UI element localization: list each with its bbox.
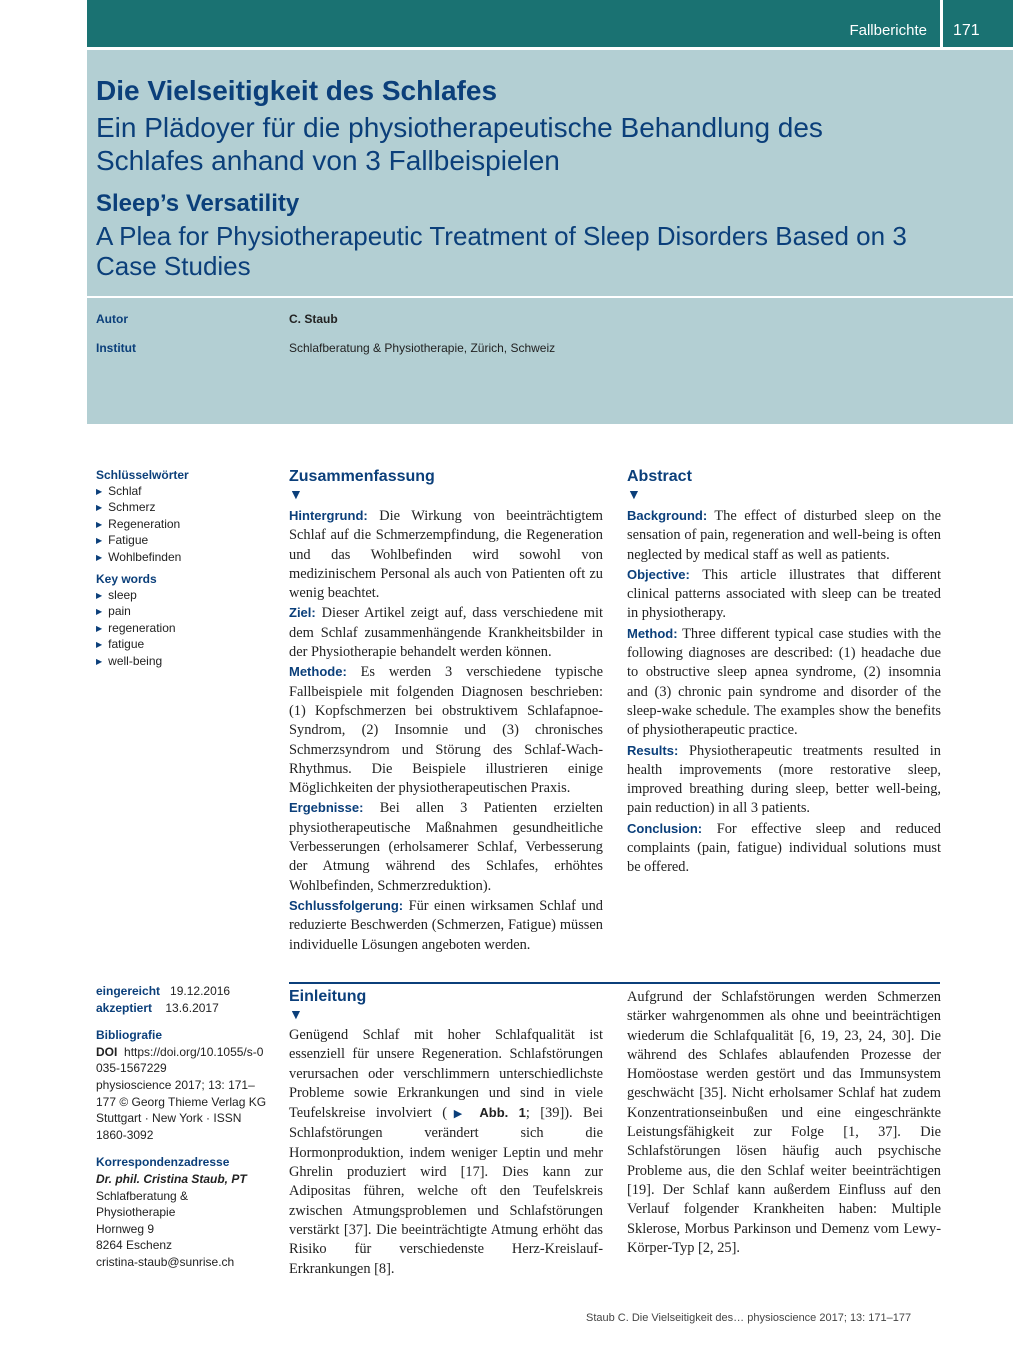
- triangle-down-icon: ▼: [289, 1006, 303, 1022]
- header-divider: [940, 0, 943, 47]
- text: Genügend Schlaf mit hoher Schlafqualität ist essenziell für unsere Regeneration. Schlafstörungen verursachen oder verschlimmern unterschiedlichste Probleme sowie Erkrankungen und sind in viele Teufelskreise involviert (: [289, 1027, 603, 1122]
- accepted-date: 13.6.2017: [165, 1000, 219, 1015]
- section-label: Fallberichte: [849, 22, 927, 39]
- institute-value: Schlafberatung & Physiotherapie, Zürich, Schweiz: [289, 341, 556, 355]
- arrow-right-icon: ▶: [447, 1108, 470, 1121]
- keyword-item: ▶ well-being: [96, 654, 176, 670]
- paragraph: [289, 506, 603, 603]
- text: This article illustrates that different clinical patterns associated with sleep can be treated in physiotherapy.: [627, 566, 942, 622]
- title-english: Sleep’s Versatility: [96, 190, 300, 217]
- paragraph: [627, 565, 941, 624]
- paragraph: Aufgrund der Schlafstörungen werden Schmerzen stärker wahrgenommen als ohne und beeinträchtigen wiederum die Schlafqualität [6, 19, 23, 24, 30]. Die während des Schlafes ablaufenden Prozesse der Homöostase werden gestört und das Immunsystem geschwächt [35]. Nicht erholsamer Schlaf hat zudem Konzentrationseinbußen und eine eingeschränkte Leistungsfähigkeit zur Folge [1, 37]. Die Schlafstörungen lösen häufig auch psychische Probleme aus, die den Schlaf weiter beeinträchtigen [19]. Der Schlaf kann außerdem Einfluss auf den Verlauf folgender Krankheiten haben: Multiple Sklerose, Morbus Parkinson und Demenz vom Lewy-Körper-Typ [2, 25].: [627, 989, 941, 1256]
- triangle-down-icon: ▼: [627, 486, 641, 502]
- correspondence-email[interactable]: cristina-staub@sunrise.ch: [96, 1254, 235, 1269]
- text: Physiotherapeutic treatments resulted in health improvements (more restorative sleep, improved breathing during sleep, better well-being, pain reduction) in all 3 patients.: [627, 742, 941, 817]
- author-label: Autor: [96, 312, 128, 326]
- zusammenfassung-body: [289, 506, 603, 955]
- subtitle-german: Ein Plädoyer für die physiotherapeutische Behandlung des Schlafes anhand von 3 Fallbeispielen: [96, 112, 823, 176]
- label: Schlussfolgerung:: [289, 897, 404, 913]
- paragraph: [627, 741, 941, 819]
- triangle-down-icon: ▼: [289, 486, 303, 502]
- label: Hintergrund:: [289, 508, 368, 523]
- keywords-german-heading: Schlüsselwörter: [96, 468, 189, 482]
- paragraph: [289, 798, 603, 895]
- paragraph: [289, 896, 603, 955]
- zusammenfassung-heading: Zusammenfassung: [289, 468, 435, 485]
- keywords-german-list: [96, 484, 181, 566]
- keyword-item: ▶ fatigue: [96, 637, 176, 653]
- label: Conclusion:: [627, 820, 703, 836]
- received-row: [96, 983, 276, 1000]
- keyword-item: ▶ sleep: [96, 588, 176, 604]
- text: Dieser Artikel zeigt auf, dass verschiedene mit dem Schlaf zusammenhängende Krankheitsbilder in der Physiotherapie behandelt werden können.: [289, 605, 603, 661]
- text: Es werden 3 verschiedene typische Fallbeispiele mit folgenden Diagnosen beschrieben: (1) Kopfschmerzen bei obstruktivem Schlafapnoe-Syndrom, (2) Insomnie und (3) chronisches Schmerzsyndrom und Störung des Schlaf-Wach-Rhythmus. Die Beispiele illustrieren einige Möglichkeiten der physiotherapeutischen Praxis.: [289, 664, 603, 797]
- einleitung-column-1: [289, 1026, 603, 1279]
- label: Methode:: [289, 664, 347, 680]
- abstract-heading: Abstract: [627, 468, 692, 485]
- page-number: 171: [953, 22, 980, 39]
- keyword-item: ▶ regeneration: [96, 621, 176, 637]
- label: Results:: [627, 742, 679, 758]
- received-date: 19.12.2016: [170, 984, 231, 998]
- institute-label: Institut: [96, 341, 136, 355]
- paragraph: [627, 819, 941, 878]
- doi-row: [96, 1044, 266, 1077]
- label: Background:: [627, 508, 708, 523]
- accepted-row: [96, 1000, 276, 1017]
- figure-reference-link[interactable]: Abb. 1: [479, 1105, 526, 1121]
- keyword-item: ▶ pain: [96, 604, 176, 620]
- label: Ergebnisse:: [289, 800, 364, 816]
- received-label: eingereicht: [96, 984, 161, 998]
- paragraph: [627, 624, 941, 741]
- text: The effect of disturbed sleep on the sensation of pain, regeneration and well-being is often neglected by medical staff as well as patients.: [627, 508, 942, 563]
- text: ; [39]). Bei Schlafstörungen verändert sich die Hormonproduktion, indem weniger Leptin und mehr Ghrelin produziert wird [17]. Dies kann zur Adipositas führen, welche oft den Teufelskreis zwischen Atmungsproblemen und Schlafstörungen verstärkt [37]. Die beeinträchtigte Atmung erhöht das Risiko für verschiedenste Herz-Kreislauf-Erkrankungen [8].: [289, 1105, 603, 1277]
- label: Objective:: [627, 566, 690, 582]
- author-box: [87, 298, 1013, 424]
- doi-label: DOI: [96, 1044, 118, 1059]
- citation: physioscience 2017; 13: 171–177 © Georg Thieme Verlag KG Stuttgart · New York · ISSN 1860-3092: [96, 1077, 267, 1142]
- correspondence-street: Hornweg 9: [96, 1221, 155, 1236]
- einleitung-heading: Einleitung: [289, 988, 367, 1005]
- abstract-body: [627, 506, 941, 878]
- title-box-extension: [940, 50, 1013, 296]
- paragraph: [289, 1026, 603, 1279]
- text: For effective sleep and reduced complaints (pain, fatigue) individual solutions must be offered.: [627, 820, 941, 876]
- section-rule: [289, 982, 940, 984]
- label: Ziel:: [289, 605, 316, 621]
- keyword-item: ▶ Schmerz: [96, 500, 181, 516]
- keywords-english-heading: Key words: [96, 572, 157, 586]
- paragraph: [627, 506, 941, 565]
- paragraph: [289, 603, 603, 662]
- correspondence-city: 8264 Eschenz: [96, 1238, 173, 1253]
- keyword-item: ▶ Wohlbefinden: [96, 550, 181, 566]
- text: Bei allen 3 Patienten erzielten physiotherapeutische Maßnahmen gesundheitliche Verbesserungen (erholsamerer Schlaf, Verbesserung der Atmung während des Schlafes, erhöhtes Wohlbefinden, Schmerzreduktion).: [289, 800, 603, 894]
- keyword-item: ▶ Fatigue: [96, 533, 181, 549]
- correspondence-org: Schlafberatung & Physiotherapie: [96, 1188, 189, 1220]
- text: Die Wirkung von beeinträchtigtem Schlaf auf die Schmerzempfindung, die Regeneration und das Wohlbefinden wird sowohl von medizinischem Personal als auch von Patienten oft zu wenig beachtet.: [289, 508, 603, 602]
- doi-link[interactable]: https://doi.org/10.1055/s-0035-1567229: [96, 1044, 264, 1076]
- keyword-item: ▶ Schlaf: [96, 484, 181, 500]
- article-meta: [96, 983, 276, 1271]
- bibliography-heading: Bibliografie: [96, 1028, 163, 1043]
- author-value: C. Staub: [289, 312, 338, 326]
- footer-citation: Staub C. Die Vielseitigkeit des… physioscience 2017; 13: 171–177: [586, 1312, 912, 1324]
- text: Three different typical case studies with the following diagnoses are described: (1) headache due to obstructive sleep apnea syndrome, (2) insomnia and (3) chronic pain syndrome and disorder of the sleep-wake schedule. The examples show the benefits of physiotherapeutic practice.: [627, 625, 941, 739]
- correspondence-name: Dr. phil. Cristina Staub, PT: [96, 1171, 247, 1186]
- subtitle-english: A Plea for Physiotherapeutic Treatment of Sleep Disorders Based on 3 Case Studies: [96, 221, 907, 281]
- header-bar: [87, 0, 1013, 47]
- label: Method:: [627, 625, 678, 641]
- accepted-label: akzeptiert: [96, 1000, 153, 1015]
- keywords-english-list: [96, 588, 176, 670]
- title-german: Die Vielseitigkeit des Schlafes: [96, 75, 498, 106]
- text: Für einen wirksamen Schlaf und reduzierte Beschwerden (Schmerzen, Fatigue) müssen individuelle Lösungen angeboten werden.: [289, 897, 603, 953]
- paragraph: [289, 662, 603, 798]
- correspondence-heading: Korrespondenzadresse: [96, 1155, 230, 1170]
- einleitung-column-2: [627, 988, 941, 1258]
- keyword-item: ▶ Regeneration: [96, 517, 181, 533]
